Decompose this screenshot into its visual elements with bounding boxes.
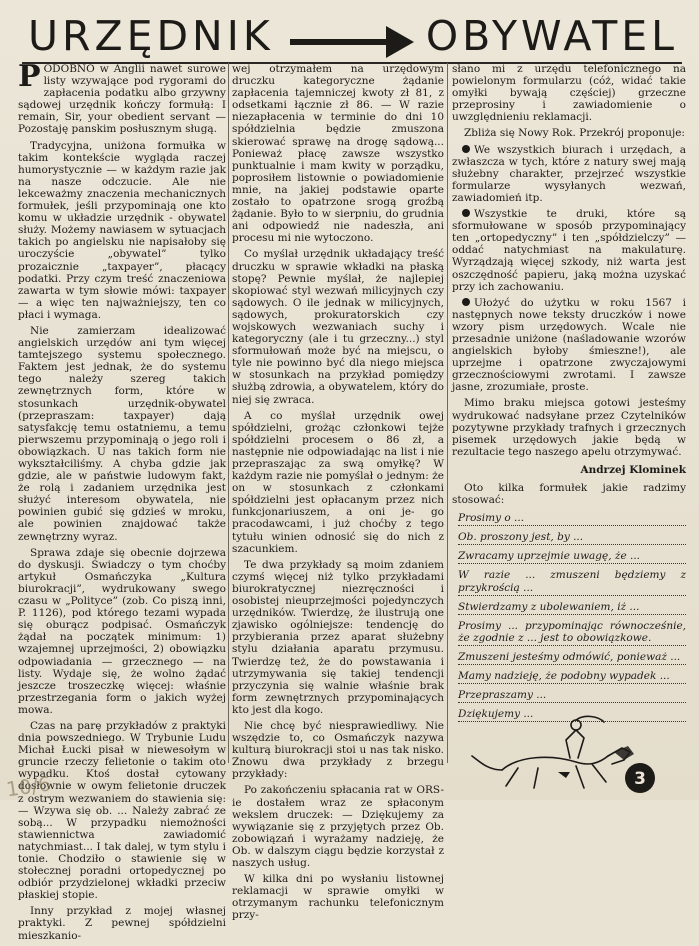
bullet-icon xyxy=(462,145,470,153)
formula-item: Ob. proszony jest, by ... xyxy=(458,531,686,545)
paragraph: Nie chcę być niesprawiedliwy. Nie wszędzie to, co Osmańczyk nazywa kulturą biurokracji stoi u nas tak nisko. Znowu dwa przykłady z brzegu przykłady: xyxy=(232,719,444,781)
header-left-title: URZĘDNIK xyxy=(28,12,274,60)
paragraph: słano mi z urzędu telefonicznego na powielonym formularzu (cóż, widać takie omyłki bywają częściej) grzeczne przeprosiny i zawiadomienie o uwzględnieniu reklamacji. xyxy=(452,63,686,124)
formula-item: Dziękujemy ... xyxy=(458,708,686,722)
paragraph: Nie zamierzam idealizować angielskich urzędów ani tym więcej tamtejszego systemu społecznego. Faktem jest jednak, że do systemu tego należy szereg takich zewnętrznych form, które w stosunkach urzędnik-obywatel (przepraszam: taxpayer) dają satysfakcję temu ostatniemu, a temu pierwszemu przypominają o jego roli i obowiązkach. U nas takich form nie wykształciliśmy. A chyba gdzie jak gdzie, ale w państwie ludowym fakt, że rolą i zadaniem urzędnika jest służyć interesom obywatela, nie powinien gubić się gdzieś w mroku, ale powinien znajdować także zewnętrzny wyraz. xyxy=(18,324,226,543)
author-signature: Andrzej Klominek xyxy=(580,463,686,476)
paragraph: W kilka dni po wysłaniu listownej reklamacji w sprawie omyłki w otrzymanym rachunku telefonicznym przy- xyxy=(232,873,444,922)
formula-item: Stwierdzamy z ubolewaniem, iż ... xyxy=(458,601,686,615)
proposal-item: Wszystkie te druki, które są sformułowane w sposób przypominający ten „ortopedyczny” i ten „spółdzielczy” — oddać natychmiast na makulaturę. Wyrządzają więcej szkody, niż warta jest oszczędność papieru, jaką można uzyskać przy ich zachowaniu. xyxy=(452,208,686,293)
bullet-icon xyxy=(462,209,470,217)
formula-item: Przepraszamy ... xyxy=(458,689,686,703)
paragraph: Tradycyjna, uniżona formułka w takim kontekście wygląda raczej humorystycznie — w każdym razie jak na nasze odczucie. Ale nie lekceważmy znaczenia mechanicznych formułek, jeśli przypominają one kto komu w układzie urzędnik - obywatel służy. Możemy nawiasem w sytuacjach takich po angielsku nie napisałoby się uroczyście „obywatel” tylko prozaicznie „taxpayer”, płacący podatki. Przy czym treść znaczeniowa zawarta w tym słowie mówi: taxpayer — a więc ten najważniejszy, ten co płaci i wymaga. xyxy=(18,139,226,321)
formula-item: Prosimy ... przypominając równocześnie, że zgodnie z ... jest to obowiązkowe. xyxy=(458,620,686,646)
proposal-item: Ułożyć do użytku w roku 1567 i następnych nowe teksty druczków i nowe wzory pism urzędowych. Wcale nie przesadnie uniżone (naśladowanie wzorów angielskich byłoby śmieszne!), ale uprzejme i opatrzone zwyczajowymi grzecznościowymi zwrotami. I zawsze jasne, zrozumiałe, proste. xyxy=(452,296,686,394)
column-2 xyxy=(232,63,444,925)
column-3 xyxy=(452,63,686,727)
paragraph: Zbliża się Nowy Rok. Przekrój proponuje: xyxy=(464,127,685,140)
paragraph: Te dwa przykłady są moim zdaniem czymś więcej niż tylko przykładami biurokratycznej niezręczności i osobistej nieuprzejmości pojedynczych urzędników. Twierdzę, że ilustrują one zjawisko ogólniejsze: tendencję do przybierania przez aparat służebny stylu działania aparatu przymusu. Twierdzę też, że do powstawania i utrzymywania się takiej tendencji przyczynia się walnie właśnie brak form zewnętrznych przypominających kto jest dla kogo. xyxy=(232,558,444,716)
article-header xyxy=(22,10,682,64)
paragraph: Czas na parę przykładów z praktyki dnia powszedniego. W Trybunie Ludu Michał Łucki pisał w niewesołym w gruncie rzeczy felietonie o takim oto wypadku. Ktoś dostał cytowany dosłownie w owym felietonie druczek z ostrym wezwaniem do stawienia się: — Wzywa się ob. ... Należy zabrać ze sobą... W przypadku niemożności stawiennictwa zawiadomić natychmiast... I tak dalej, w tym stylu i tonie. Chodziło o stawienie się w stołecznej poradni ortopedycznej po odbiór przydzielonej wkładki przeciw płaskiej stopie. xyxy=(18,719,226,902)
column-divider xyxy=(228,63,229,763)
paragraph: wej otrzymałem na urzędowym druczku kategoryczne żądanie zapłacenia tajemniczej kwoty zł 81, z odsetkami łącznie zł 86. — W razie niezapłacenia w terminie do dni 10 spółdzielnia będzie zmuszona skierować sprawę na drogę sądową... Ponieważ płacę zawsze wszystko punktualnie i mam kwity w porządku, poprosiłem listownie o powiadomienie mnie, na jakiej podstawie oparte zostało to opatrzone srogą groźbą żądanie. Było to w sierpniu, do grudnia ani odpowiedź nie nadeszła, ani procesu mi nie wytoczono. xyxy=(232,63,444,245)
lead-paragraph: PODOBNO w Anglii nawet surowe listy wzywające pod rygorami do zapłacenia podatku albo grzywny sądowej urzędnik kończy formułą: I remain, Sir, your obedient servant — Pozostaję panskim posłusznym sługą. xyxy=(18,59,226,136)
paragraph: Mimo braku miejsca gotowi jesteśmy wydrukować nadsyłane przez Czytelników pozytywne przykłady trafnych i grzecznych pisemek urzędowych jakie będą w rezultacie tego naszego apelu otrzymywać. xyxy=(452,397,686,458)
paragraph: Inny przykład z mojej własnej praktyki. Z pewnej spółdzielni mieszkanio- xyxy=(18,905,226,942)
formula-item: W razie ... zmuszeni będziemy z przykrością ... xyxy=(458,569,686,595)
formula-list xyxy=(452,512,686,722)
paragraph: Co myślał urzędnik układający treść druczku w sprawie wkładki na płaską stopę? Pewnie myślał, że najlepiej skopiować styl wezwań milicyjnych czy sądowych. O ile jednak w milicyjnych, sądowych, prokuratorskich czy wojskowych wezwaniach suchy i kategoryczny (ale i tu grzeczny...) styl sformułowań może być na miejscu, o tyle nie powinno być dla niego miejsca w stosunkach na przykład pomiędzy służbą zdrowia, a obywatelem, który do niej się zwraca. xyxy=(232,248,444,406)
paragraph: Sprawa zdaje się obecnie dojrzewa do dyskusji. Świadczy o tym choćby artykuł Osmańczyka „Kultura biurokracji”, wydrukowany swego czasu w „Polityce” (zob. Co piszą inni, P. 1126), pod którego tezami wypada się oburącz podpisać. Osmańczyk żądał na początek minimum: 1) wzajemnej uprzejmości, 2) obowiązku odpowiadania — grzecznego — na listy. Wydaje się, że wolno żądać jeszcze troszeczkę więcej: właśnie przestrzegania form o jakich wyżej mowa. xyxy=(18,546,226,716)
paragraph: Po zakończeniu spłacania rat w ORS-ie dostałem wraz ze spłaconym wekslem druczek: — Dziękujemy za wywiązanie się z przyjętych przez Ob. zobowiązań i wyrażamy nadzieję, że Ob. w dalszym ciągu będzie korzystał z naszych usług. xyxy=(232,784,444,869)
drop-cap: P xyxy=(18,59,41,94)
paragraph: A co myślał urzędnik owej spółdzielni, grożąc członkowi tejże spółdzielni procesem o 86 zł, a następnie nie odpowiadając na list i nie przepraszając za swą omyłkę? W każdym razie nie pomyślał o jednym: że on w stosunkach z członkami spółdzielni jest opłacanym przez nich funkcjonariuszem, a oni je- go pracodawcami, i już choćby z tego tytułu winien odnosić się do nich z szacunkiem. xyxy=(232,409,444,555)
header-right-title: OBYWATEL xyxy=(425,12,678,60)
proposal-item: We wszystkich biurach i urzędach, a zwłaszcza w tych, które z natury swej mają służebny charakter, przejrzeć wszystkie formularze wysyłanych wezwań, zawiadomień itp. xyxy=(452,143,686,204)
formula-item: Zmuszeni jesteśmy odmówić, ponieważ ... xyxy=(458,651,686,665)
formula-item: Zwracamy uprzejmie uwagę, że ... xyxy=(458,550,686,564)
column-1 xyxy=(18,59,226,946)
handwritten-date: 10/6 xyxy=(4,771,53,802)
bullet-icon xyxy=(462,298,470,306)
column-divider xyxy=(447,63,448,763)
page-number: 3 xyxy=(634,769,646,789)
formula-item: Prosimy o ... xyxy=(458,512,686,526)
formula-item: Mamy nadzieję, że podobny wypadek ... xyxy=(458,670,686,684)
arrow-right-icon xyxy=(290,32,410,52)
formulas-intro: Oto kilka formułek jakie radzimy stosować: xyxy=(452,482,686,507)
horse-rider-illustration xyxy=(458,712,690,796)
